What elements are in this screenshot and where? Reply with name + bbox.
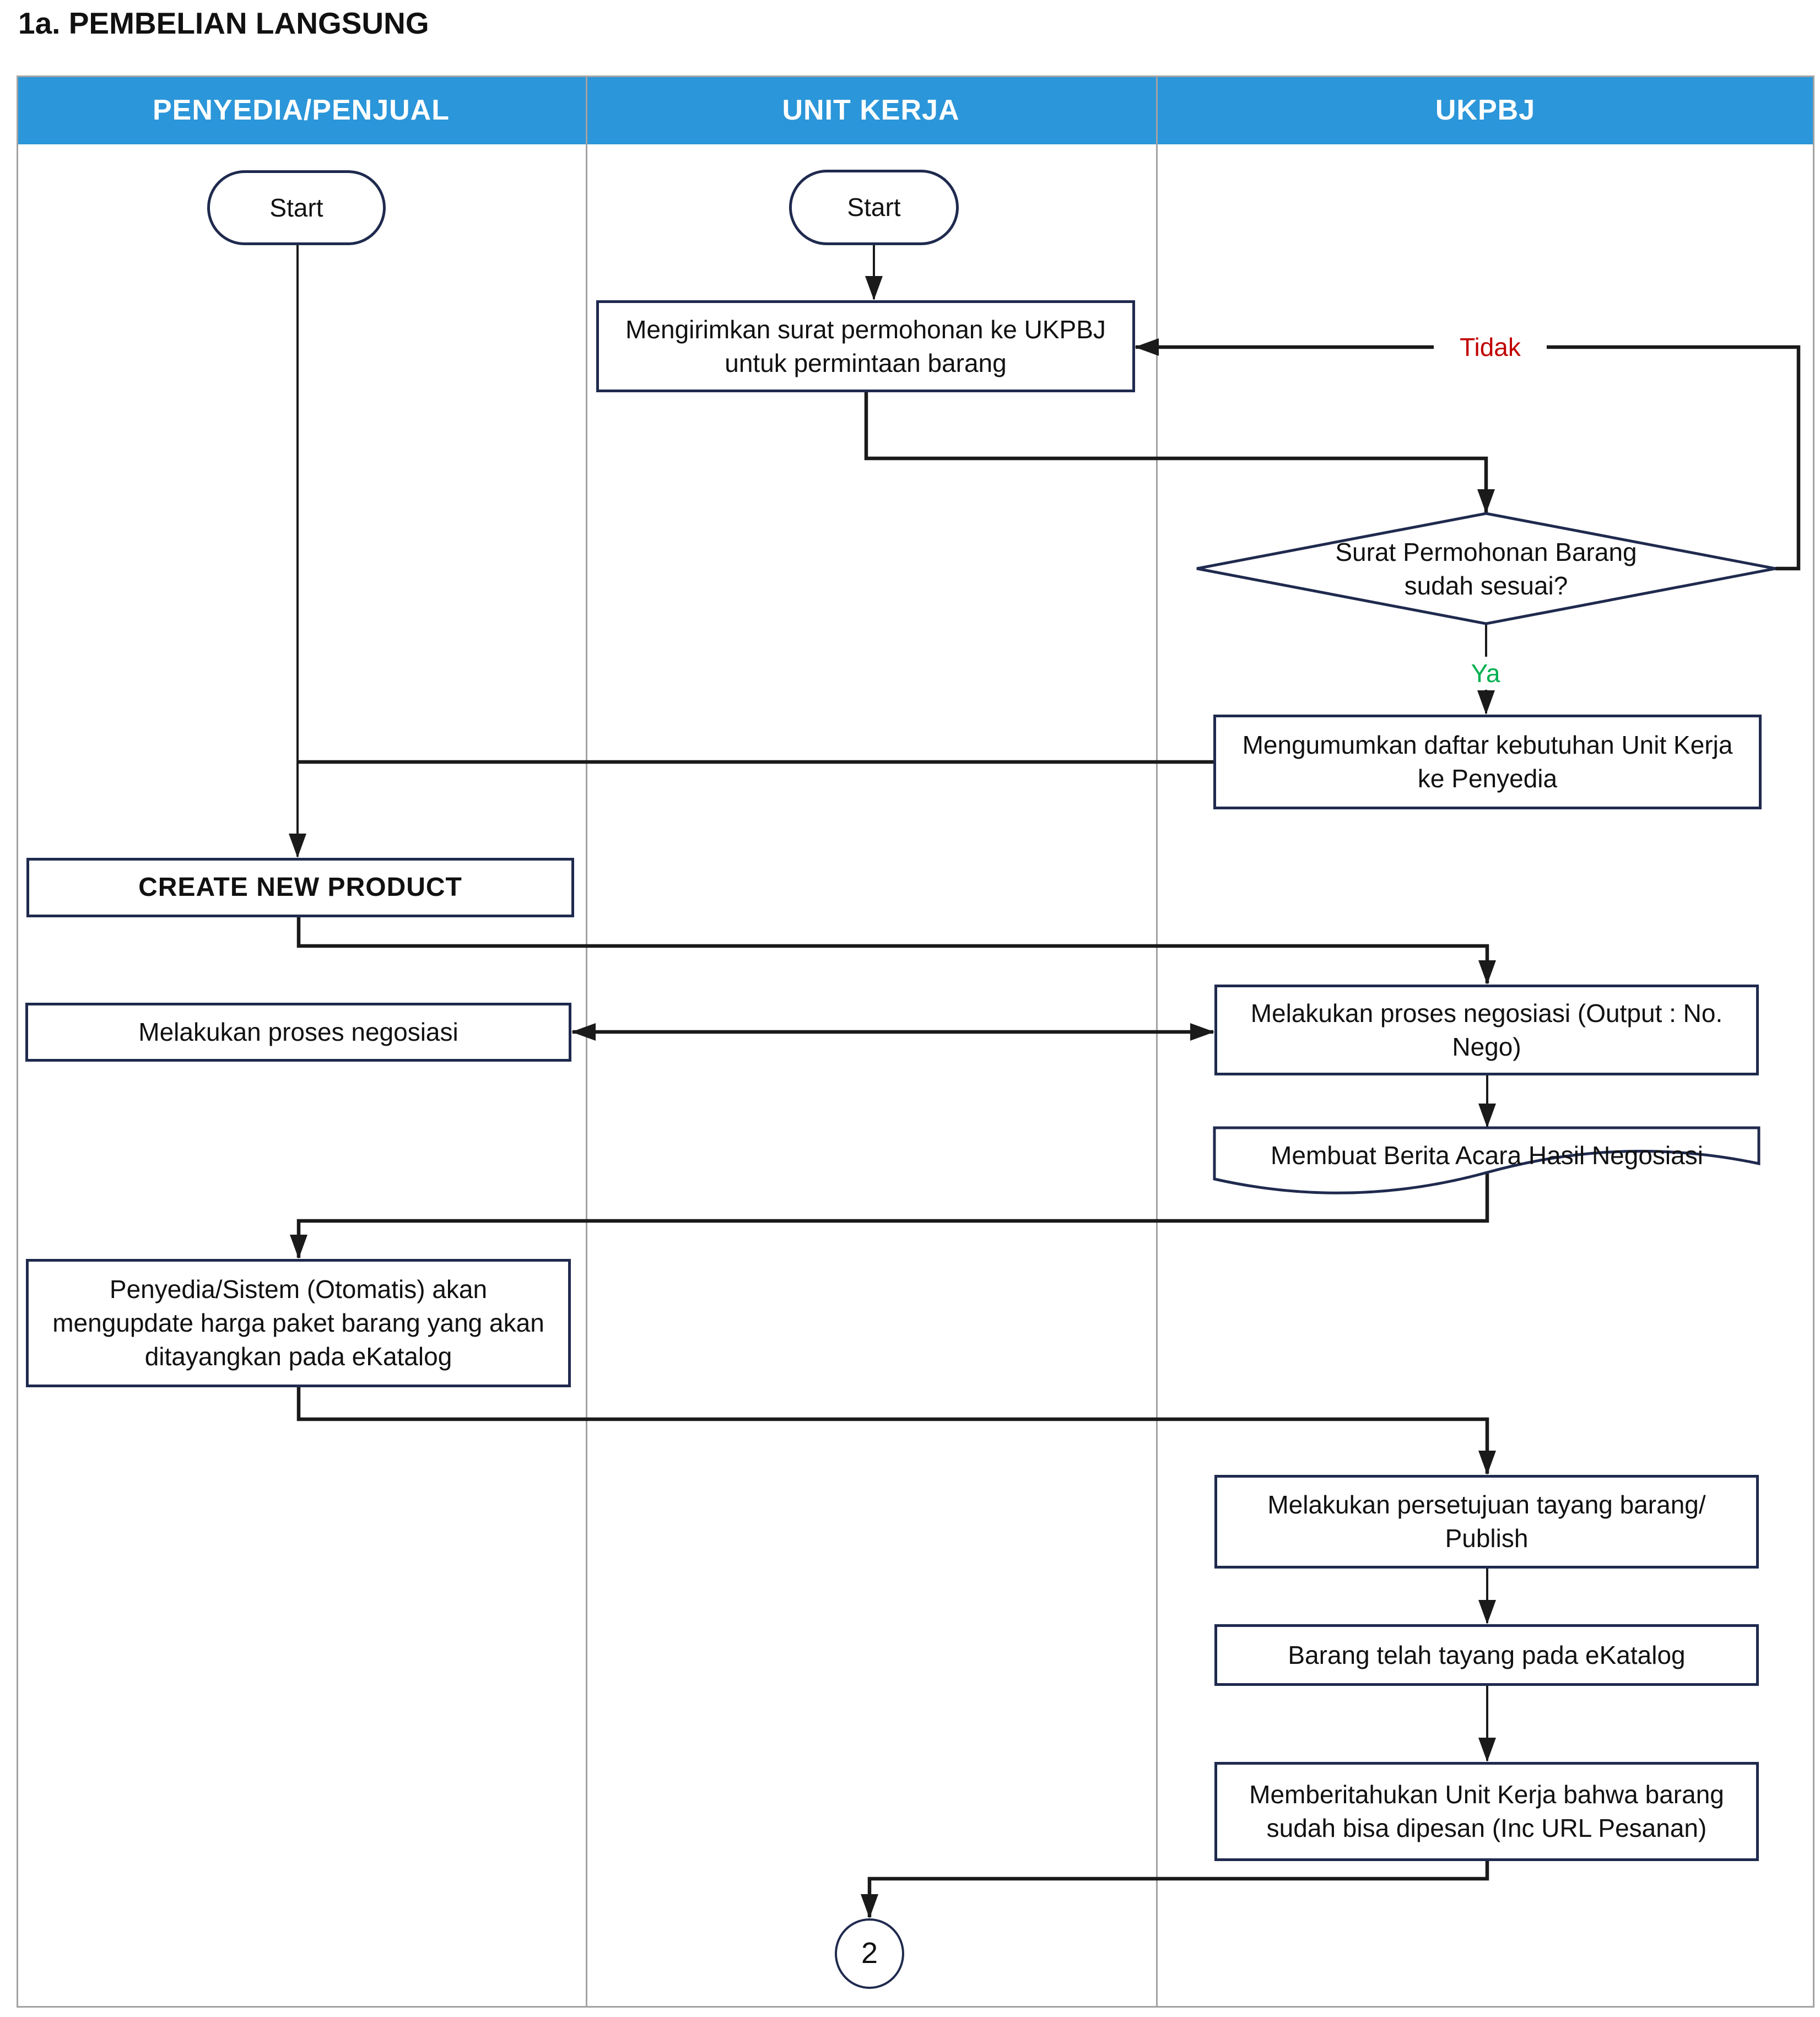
process-umumkan-daftar: Mengumumkan daftar kebutuhan Unit Kerja ke Penyedia bbox=[1213, 715, 1762, 809]
edge-beritahu-to-connector-2 bbox=[870, 1861, 1487, 1917]
process-beritahu-unit: Memberitahukan Unit Kerja bahwa barang sudah bisa dipesan (Inc URL Pesanan) bbox=[1214, 1762, 1759, 1861]
process-barang-tayang: Barang telah tayang pada eKatalog bbox=[1214, 1624, 1759, 1686]
start-terminator-penyedia: Start bbox=[207, 170, 386, 245]
edge-create-to-nego-ukpbj bbox=[299, 917, 1487, 983]
lane-header-unit-kerja: UNIT KERJA bbox=[782, 94, 960, 126]
process-update-harga: Penyedia/Sistem (Otomatis) akan mengupdate harga paket barang yang akan ditayangkan pada eKatalog bbox=[26, 1259, 571, 1387]
process-kirim-surat: Mengirimkan surat permohonan ke UKPBJ untuk permintaan barang bbox=[596, 300, 1135, 392]
lane-header-penyedia: PENYEDIA/PENJUAL bbox=[153, 94, 450, 126]
process-nego-ukpbj: Melakukan proses negosiasi (Output : No. Nego) bbox=[1214, 985, 1759, 1075]
page-title: 1a. PEMBELIAN LANGSUNG bbox=[18, 6, 429, 40]
offpage-connector-2: 2 bbox=[835, 1918, 904, 1989]
edge-update-harga-to-publish bbox=[299, 1387, 1487, 1474]
decision-label: Surat Permohonan Barang sudah sesuai? bbox=[1335, 537, 1637, 600]
process-create-new-product: CREATE NEW PRODUCT bbox=[26, 858, 574, 917]
edge-kirim-surat-to-decision bbox=[866, 392, 1486, 512]
document-label: Membuat Berita Acara Hasil Negosiasi bbox=[1271, 1140, 1703, 1170]
process-nego-penyedia: Melakukan proses negosiasi bbox=[25, 1003, 571, 1062]
lane-header-ukpbj: UKPBJ bbox=[1435, 94, 1536, 126]
process-publish-barang: Melakukan persetujuan tayang barang/ Publish bbox=[1214, 1475, 1759, 1569]
edge-label-ya: Ya bbox=[1450, 657, 1521, 690]
start-terminator-unit-kerja: Start bbox=[789, 170, 959, 245]
edge-label-tidak: Tidak bbox=[1434, 331, 1547, 364]
